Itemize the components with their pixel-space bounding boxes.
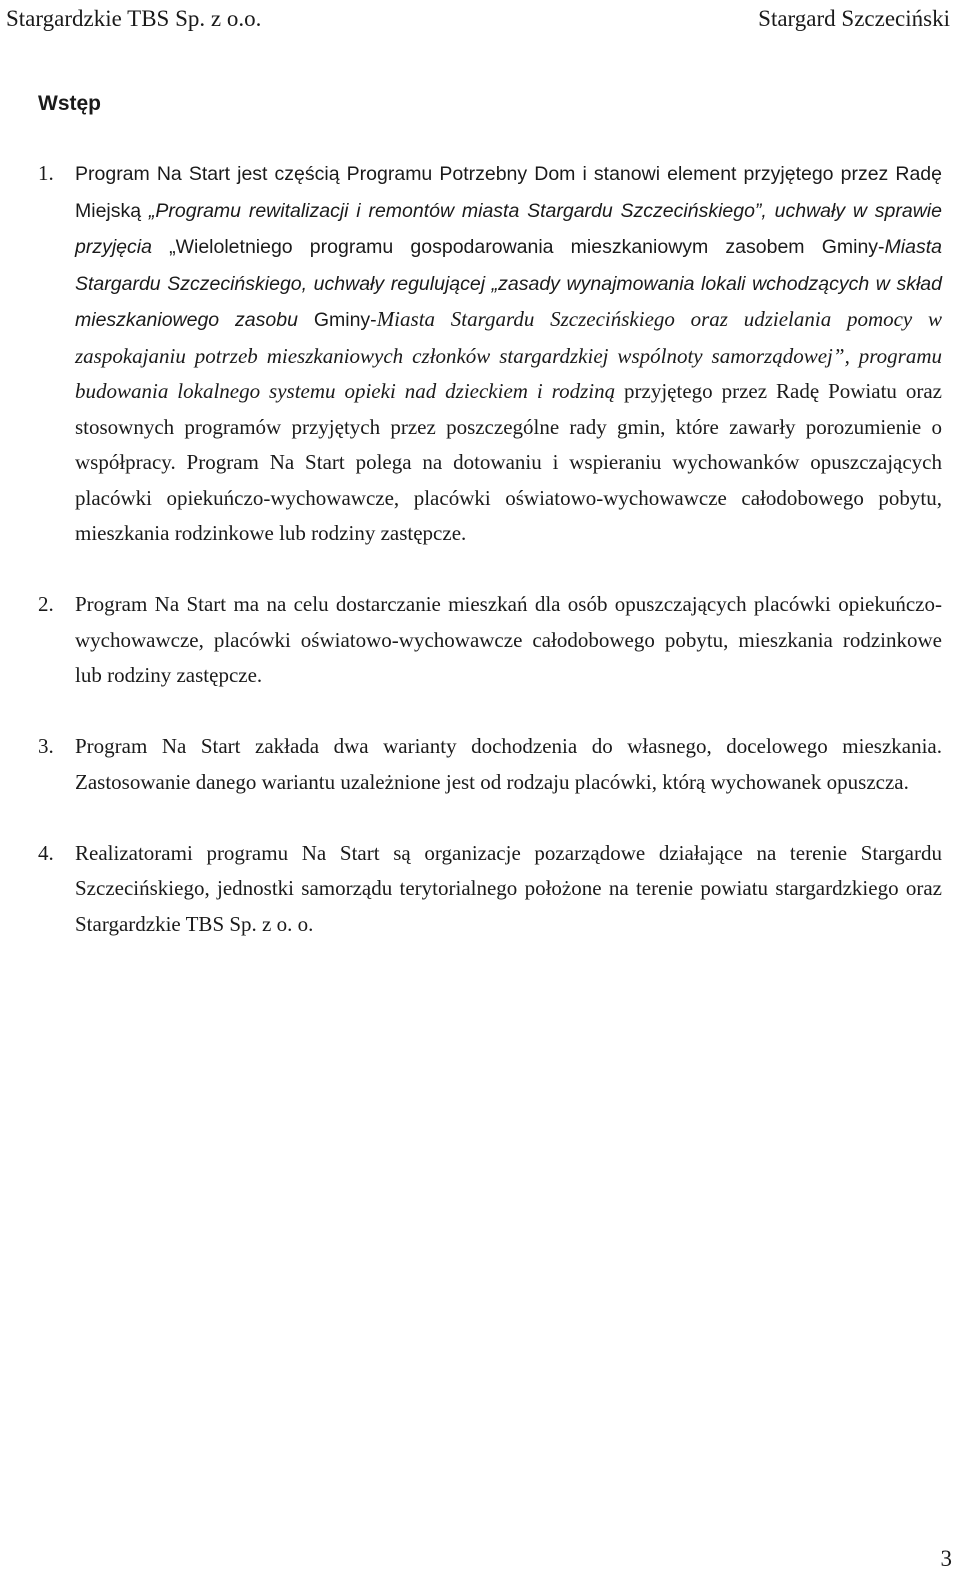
list-item-3 (38, 729, 942, 800)
list-item-number: 3. (38, 734, 54, 758)
paragraph-segment: Realizatorami programu Na Start są organizacje pozarządowe działające na terenie Stargardu Szczecińskiego, jednostki samorządu terytorialnego położone na terenie powiatu stargardzkiego oraz Stargardzkie TBS Sp. z o. o. (75, 840, 942, 936)
paragraph-segment: Program Na Start zakłada dwa warianty dochodzenia do własnego, docelowego mieszkania. Zastosowanie danego wariantu uzależnione jest od rodzaju placówki, którą wychowanek opuszcza. (75, 734, 942, 794)
paragraph-segment: „Programu rewitalizacji i remontów miasta Stargardu Szczecińskiego”, uchwały w sprawie przyjęcia (75, 199, 942, 258)
paragraph-segment: przyjętego przez Radę Powiatu oraz stosownych programów przyjętych przez poszczególne rady gmin, które zawarły porozumienie o współpracy. Program Na Start polega na dotowaniu i wspieraniu wychowanków opuszczających placówki opiekuńczo-wychowawcze, placówki oświatowo-wychowawcze całodobowego pobytu, mieszkania rodzinkowe lub rodziny zastępcze. (75, 379, 942, 545)
list-item-number: 1. (38, 161, 54, 185)
list-item-1 (38, 156, 942, 552)
header-location: Stargard Szczeciński (758, 6, 950, 31)
paragraph-segment: Program Na Start jest częścią Programu Potrzebny Dom i stanowi element przyjętego przez Radę Miejską (75, 163, 942, 222)
paragraph-segment: Program Na Start ma na celu dostarczanie mieszkań dla osób opuszczających placówki opiekuńczo-wychowawcze, placówki oświatowo-wychowawcze całodobowego pobytu, mieszkania rodzinkowe lub rodziny zastępcze. (75, 592, 942, 687)
paragraph-segment: „Wieloletniego programu gospodarowania mieszkaniowym zasobem Gminy- (169, 236, 885, 258)
list-item-number: 4. (38, 840, 54, 865)
section-title: Wstęp (38, 92, 101, 115)
page-number: 3 (940, 1546, 952, 1571)
list-item-number: 2. (38, 592, 54, 616)
list-item-4 (38, 836, 942, 943)
header-organization: Stargardzkie TBS Sp. z o.o. (6, 6, 262, 31)
numbered-list (38, 156, 942, 942)
list-item-2 (38, 587, 942, 694)
paragraph-segment: Miasta Stargardu Szczecińskiego oraz udzielania pomocy w zaspokajaniu potrzeb mieszkaniowych członków stargardzkiej wspólnoty samorządowej”, programu budowania lokalnego systemu opieki nad dzieckiem i rodziną (75, 307, 942, 403)
paragraph-segment: Miasta Stargardu Szczecińskiego, uchwały regulującej „zasady wynajmowania lokali wchodzących w skład mieszkaniowego zasobu (75, 236, 942, 331)
paragraph-segment: Gminy- (313, 309, 377, 331)
